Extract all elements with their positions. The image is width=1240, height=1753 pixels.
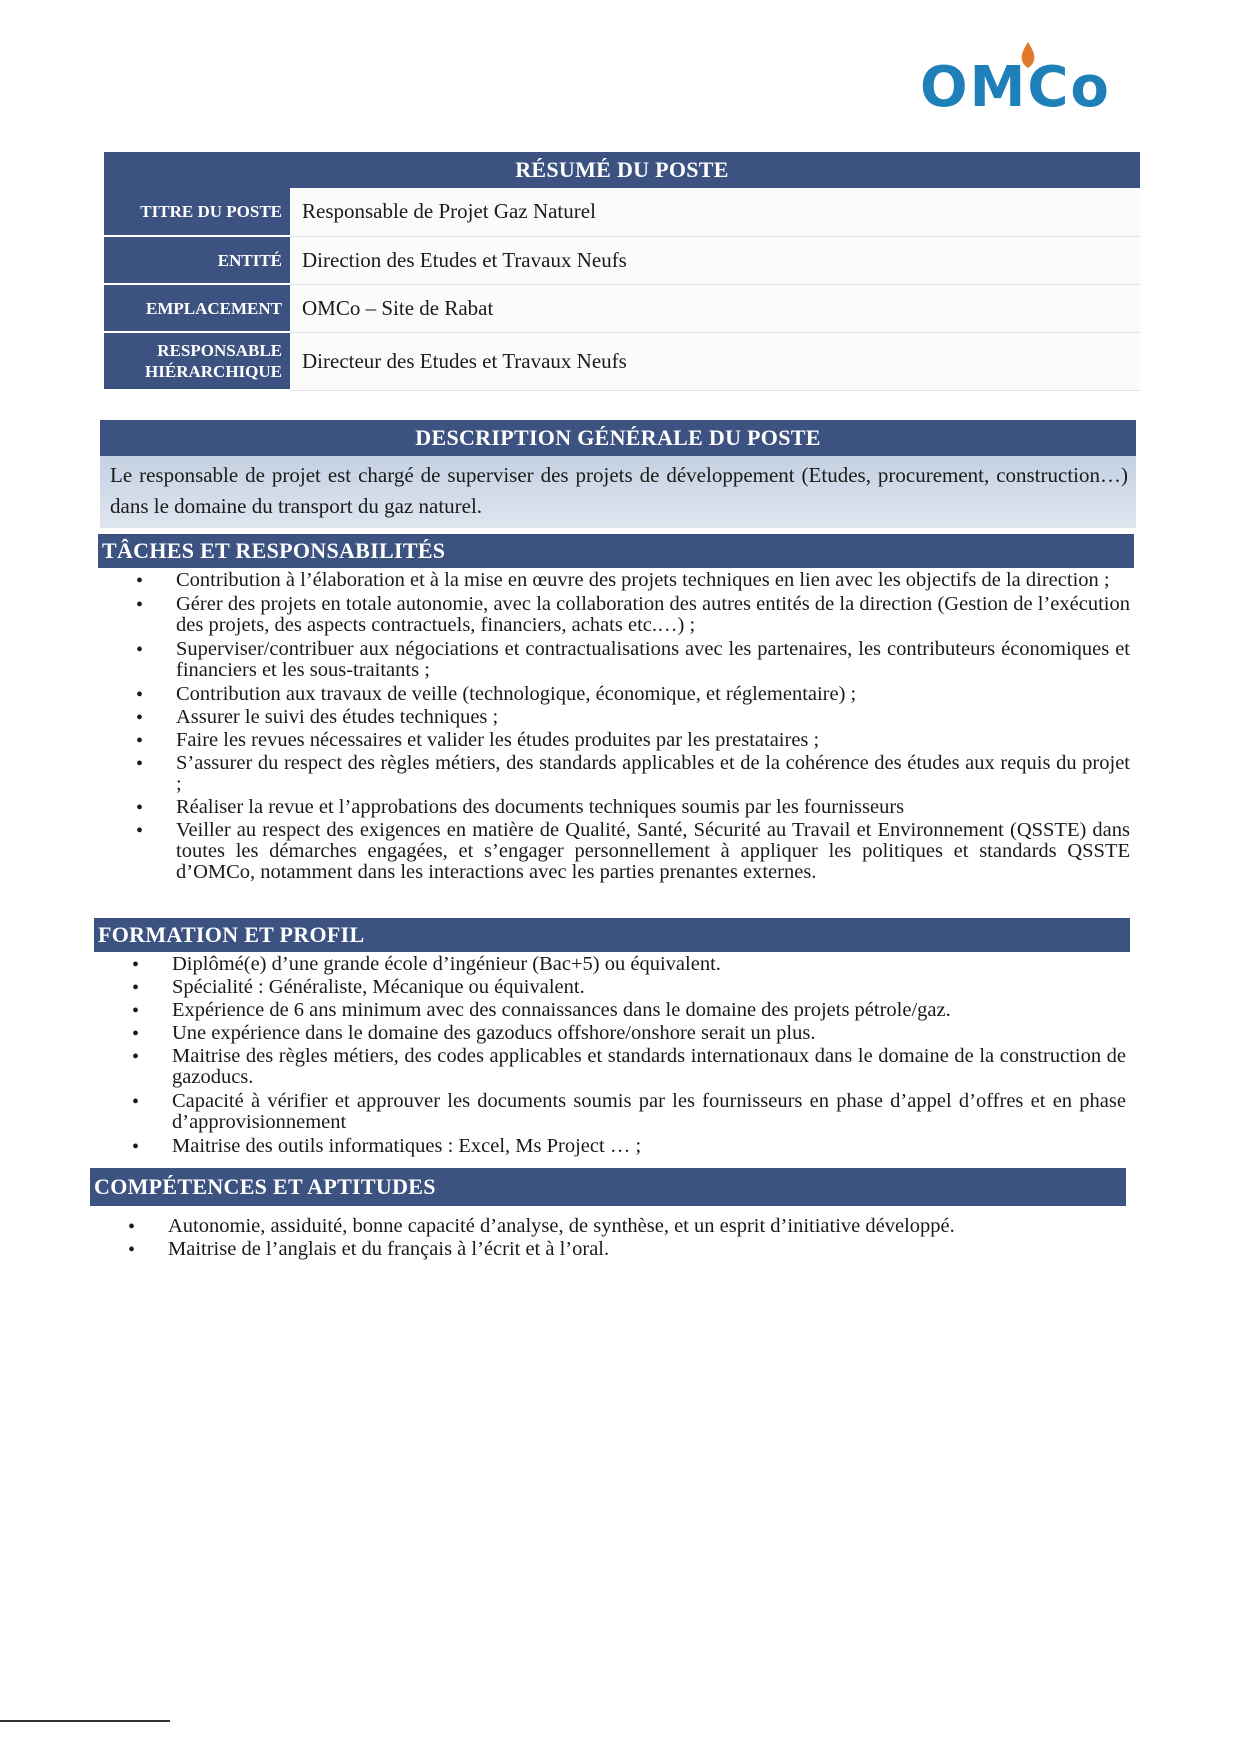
bullet-icon: • [132,1136,140,1158]
list-item-text: Une expérience dans le domaine des gazoducs offshore/onshore serait un plus. [172,1022,816,1044]
list-item-text: Contribution aux travaux de veille (technologique, économique, et réglementaire) ; [176,683,857,705]
summary-section [104,152,1140,391]
list-item [94,1046,1130,1088]
list-item [98,730,1134,751]
row-value: OMCo – Site de Rabat [290,284,1140,332]
list-item [94,1023,1130,1044]
list-item [94,977,1130,998]
description-section [100,420,1136,528]
competences-header: COMPÉTENCES ET APTITUDES [90,1168,1126,1206]
list-item [90,1239,1126,1260]
row-value: Direction des Etudes et Travaux Neufs [290,236,1140,284]
competences-section [90,1168,1126,1260]
row-label: TITRE DU POSTE [104,188,290,236]
list-item-text: Maitrise de l’anglais et du français à l’écrit et à l’oral. [168,1238,610,1260]
list-item [98,594,1134,636]
bullet-icon: • [132,977,140,999]
svg-text:OMCo: OMCo [920,55,1111,118]
list-item-text: Réaliser la revue et l’approbations des documents techniques soumis par les fournisseurs [176,796,905,818]
list-item-text: Contribution à l’élaboration et à la mise en œuvre des projets techniques en lien avec les objectifs de la direction ; [176,569,1110,591]
row-value: Directeur des Etudes et Travaux Neufs [290,332,1140,390]
summary-row [104,284,1140,332]
list-item-text: Diplômé(e) d’une grande école d’ingénieur (Bac+5) ou équivalent. [172,953,721,975]
bullet-icon: • [132,1023,140,1045]
page-edge-line [0,1720,170,1722]
list-item-text: Spécialité : Généraliste, Mécanique ou équivalent. [172,976,585,998]
list-item-text: S’assurer du respect des règles métiers, des standards applicables et de la cohérence des études aux requis du projet ; [176,752,1130,795]
bullet-icon: • [128,1239,136,1261]
list-item [94,1091,1130,1133]
bullet-icon: • [136,707,144,729]
list-item [98,753,1134,795]
list-item [98,820,1134,883]
formation-header: FORMATION ET PROFIL [94,918,1130,952]
bullet-icon: • [136,753,144,775]
summary-table [104,188,1140,391]
description-text: Le responsable de projet est chargé de superviser des projets de développement (Etudes, procurement, construction…) dans le domaine du transport du gaz naturel. [100,456,1136,528]
bullet-icon: • [132,954,140,976]
list-item [98,639,1134,681]
list-item [98,684,1134,705]
row-label-line: RESPONSABLE [157,341,282,360]
list-item-text: Autonomie, assiduité, bonne capacité d’analyse, de synthèse, et un esprit d’initiative développé. [168,1215,955,1237]
bullet-icon: • [132,1046,140,1068]
bullet-icon: • [136,820,144,842]
row-label [104,332,290,390]
list-item [94,1000,1130,1021]
competences-list [90,1206,1126,1260]
list-item [98,707,1134,728]
bullet-icon: • [136,639,144,661]
row-label: ENTITÉ [104,236,290,284]
bullet-icon: • [136,797,144,819]
list-item-text: Assurer le suivi des études techniques ; [176,706,499,728]
bullet-icon: • [132,1091,140,1113]
omco-logo-image [920,38,1120,118]
bullet-icon: • [132,1000,140,1022]
list-item-text: Veiller au respect des exigences en matière de Qualité, Santé, Sécurité au Travail et Environnement (QSSTE) dans toutes les démarches engagées, et s’engager personnellement à appliquer les politiques et standards QSSTE d’OMCo, notamment dans les interactions avec les parties prenantes externes. [176,819,1130,883]
summary-row [104,236,1140,284]
taches-header: TÂCHES ET RESPONSABILITÉS [98,534,1134,568]
row-value: Responsable de Projet Gaz Naturel [290,188,1140,236]
summary-row [104,332,1140,390]
bullet-icon: • [136,684,144,706]
list-item-text: Faire les revues nécessaires et valider les études produites par les prestataires ; [176,729,820,751]
bullet-icon: • [136,570,144,592]
list-item [98,570,1134,591]
taches-list [98,568,1134,883]
formation-section [94,918,1130,1157]
summary-header: RÉSUMÉ DU POSTE [104,152,1140,188]
list-item-text: Maitrise des règles métiers, des codes applicables et standards internationaux dans le domaine de la construction de gazoducs. [172,1045,1126,1088]
list-item [98,797,1134,818]
list-item [94,1136,1130,1157]
summary-row [104,188,1140,236]
row-label: EMPLACEMENT [104,284,290,332]
list-item-text: Maitrise des outils informatiques : Excel, Ms Project … ; [172,1135,642,1157]
bullet-icon: • [136,594,144,616]
list-item-text: Expérience de 6 ans minimum avec des connaissances dans le domaine des projets pétrole/gaz. [172,999,951,1021]
row-label-line: HIÉRARCHIQUE [145,362,282,381]
formation-list [94,952,1130,1157]
list-item-text: Capacité à vérifier et approuver les documents soumis par les fournisseurs en phase d’appel d’offres et en phase d’approvisionnement [172,1090,1126,1133]
list-item-text: Gérer des projets en totale autonomie, avec la collaboration des autres entités de la direction (Gestion de l’exécution des projets, des aspects contractuels, financiers, achats etc.…) ; [176,593,1130,636]
bullet-icon: • [128,1216,136,1238]
list-item [90,1216,1126,1237]
taches-section [98,534,1134,883]
list-item-text: Superviser/contribuer aux négociations et contractualisations avec les partenaires, les contributeurs économiques et financiers et les sous-traitants ; [176,638,1130,681]
list-item [94,954,1130,975]
description-header: DESCRIPTION GÉNÉRALE DU POSTE [100,420,1136,456]
bullet-icon: • [136,730,144,752]
omco-logo [920,38,1120,118]
